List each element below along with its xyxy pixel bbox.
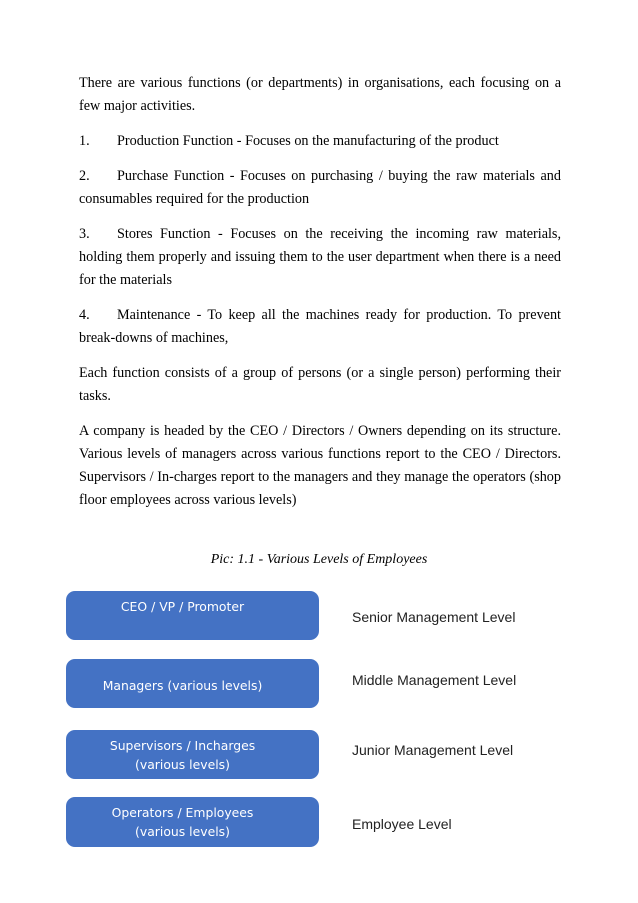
box-label-line2: (various levels) bbox=[135, 824, 230, 839]
level-employee: Employee Level bbox=[352, 816, 452, 832]
function-item-maintenance bbox=[79, 304, 561, 350]
level-junior: Junior Management Level bbox=[352, 742, 514, 758]
group-paragraph: Each function consists of a group of persons (or a single person) performing their tasks. bbox=[79, 365, 561, 404]
item-number: 3. bbox=[79, 226, 90, 242]
item-text: Maintenance - To keep all the machines ready for production. To prevent break-downs of machines, bbox=[79, 307, 561, 346]
level-senior: Senior Management Level bbox=[352, 609, 516, 625]
level-middle: Middle Management Level bbox=[352, 672, 517, 688]
function-item-production bbox=[79, 130, 561, 153]
box-label: CEO / VP / Promoter bbox=[120, 599, 245, 614]
item-number: 4. bbox=[79, 307, 90, 323]
box-label-line1: Supervisors / Incharges bbox=[109, 738, 256, 753]
company-paragraph: A company is headed by the CEO / Directors / Owners depending on its structure. Various levels of managers across various functions report to the CEO / Directors. Supervisors / In-charges report to the managers and they manage the operators (shop floor employees across various levels) bbox=[79, 423, 561, 508]
item-text: Production Function - Focuses on the manufacturing of the product bbox=[117, 133, 499, 149]
box-ceo bbox=[66, 591, 319, 640]
box-supervisors bbox=[66, 730, 319, 779]
function-item-purchase bbox=[79, 165, 561, 211]
figure-caption: Pic: 1.1 - Various Levels of Employees bbox=[210, 552, 428, 567]
box-managers bbox=[66, 659, 319, 708]
item-number: 2. bbox=[79, 168, 90, 184]
box-label-line2: (various levels) bbox=[135, 757, 230, 772]
function-item-stores bbox=[79, 223, 561, 292]
box-label: Managers (various levels) bbox=[102, 678, 263, 693]
item-text: Purchase Function - Focuses on purchasing / buying the raw materials and consumables required for the production bbox=[79, 168, 561, 207]
item-text: Stores Function - Focuses on the receiving the incoming raw materials, holding them properly and issuing them to the user department when there is a need for the materials bbox=[79, 226, 561, 288]
box-label-line1: Operators / Employees bbox=[111, 805, 254, 820]
document-body bbox=[79, 72, 561, 524]
item-number: 1. bbox=[79, 133, 90, 149]
box-operators bbox=[66, 797, 319, 847]
intro-paragraph: There are various functions (or departments) in organisations, each focusing on a few major activities. bbox=[79, 75, 561, 114]
